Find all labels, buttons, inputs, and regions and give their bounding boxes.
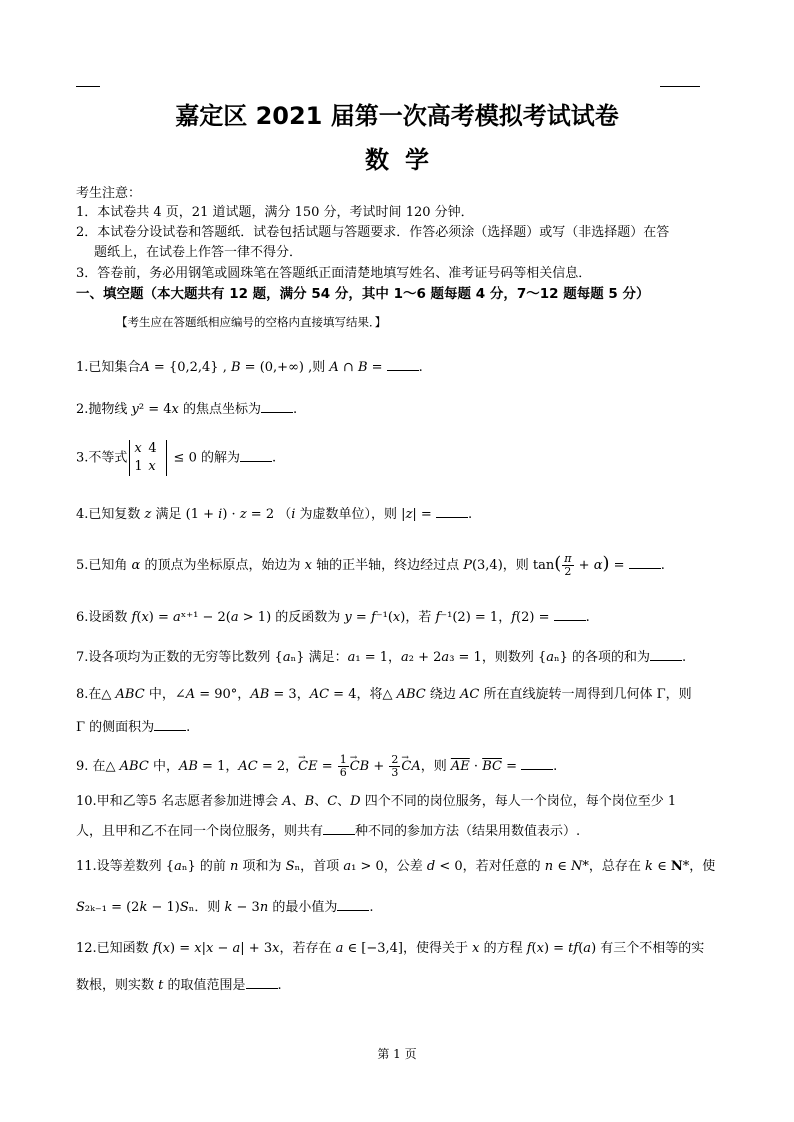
question-11-cont: S₂ₖ₋₁ = (2k − 1)Sₙ．则 k − 3n 的最小值为 . — [76, 900, 374, 915]
answer-blank — [521, 757, 553, 770]
question-1: 1.已知集合A = {0,2,4} , B = (0,+∞) ,则 A ∩ B = . — [76, 360, 423, 375]
notice-item-2-cont: 题纸上，在试卷上作答一律不得分． — [94, 245, 303, 260]
answer-blank — [554, 608, 586, 621]
notice-item-3: 3．答卷前，务必用钢笔或圆珠笔在答题纸正面清楚地填写姓名、准考证号码等相关信息． — [76, 266, 592, 281]
fraction: $\frac{1}{6}$ — [339, 753, 347, 779]
answer-blank — [261, 400, 293, 413]
question-7: 7.设各项均为正数的无穷等比数列 {aₙ} 满足：a₁ = 1，a₂ + 2a₃ = 1，则数列 {aₙ} 的各项的和为 . — [76, 650, 687, 665]
answer-blank — [629, 556, 661, 569]
answer-blank — [650, 648, 682, 661]
question-12: 12.已知函数 f(x) = x|x − a| + 3x，若存在 a ∈ [−3,4]，使得关于 x 的方程 f(x) = tf(a) 有三个不相等的实 — [76, 941, 705, 956]
question-10-cont: 人，且甲和乙不在同一个岗位服务，则共有 种不同的参加方法（结果用数值表示）. — [76, 824, 581, 839]
notice-heading: 考生注意： — [76, 186, 142, 201]
question-10: 10.甲和乙等5 名志愿者参加进博会 A、B、C、D 四个不同的岗位服务，每人一个岗位，每个岗位至少 1 — [76, 794, 677, 809]
header-rule-right — [660, 86, 700, 87]
subject-title: 数 学 — [365, 146, 429, 174]
fraction: $\frac{2}{3}$ — [391, 753, 399, 779]
answer-blank — [387, 358, 419, 371]
question-12-cont: 数根，则实数 t 的取值范围是 . — [76, 978, 282, 993]
header-rule-left — [76, 86, 100, 87]
fraction: $\frac{\pi}{2}$ — [564, 552, 572, 578]
answer-blank — [246, 976, 278, 989]
notice-item-1: 1．本试卷共 4 页，21 道试题，满分 150 分，考试时间 120 分钟． — [76, 205, 474, 220]
question-5: 5.已知角 α 的顶点为坐标原点，始边为 x 轴的正半轴，终边经过点 P(3,4)，则 tan( $\frac{\pi}{2}$ + α) = . — [76, 552, 665, 578]
question-6: 6.设函数 f(x) = aˣ⁺¹ − 2(a > 1) 的反函数为 y = f⁻¹(x)，若 f⁻¹(2) = 1，f(2) = . — [76, 610, 590, 625]
page-number: 第 1 页 — [377, 1047, 417, 1061]
answer-blank — [337, 898, 369, 911]
answer-blank — [240, 449, 272, 462]
question-8: 8.在△ ABC 中，∠A = 90°，AB = 3，AC = 4，将△ ABC 绕边 AC 所在直线旋转一周得到几何体 Γ，则 — [76, 687, 692, 702]
question-9: 9. 在△ ABC 中，AB = 1，AC = 2，→ CE = $\frac{1}{6}$ → CB + $\frac{2}{3}$ → CA，则 $\overline{AE} \cdot \overline{BC}$ = . — [76, 754, 557, 779]
answer-blank — [323, 822, 355, 835]
question-4: 4.已知复数 z 满足 (1 + i) · z = 2 （i 为虚数单位），则 |z| = . — [76, 507, 473, 522]
determinant: x 4 1 x — [129, 440, 167, 476]
question-8-cont: Γ 的侧面积为 . — [76, 720, 191, 735]
notice-item-2: 2．本试卷分设试卷和答题纸．试卷包括试题与答题要求．作答必须涂（选择题）或写（非选择题）在答 — [76, 225, 670, 240]
question-11: 11.设等差数列 {aₙ} 的前 n 项和为 Sₙ，首项 a₁ > 0，公差 d < 0，若对任意的 n ∈ N*，总存在 k ∈ N*，使 — [76, 859, 716, 874]
section-instruction: 【考生应在答题纸相应编号的空格内直接填写结果．】 — [116, 315, 387, 329]
question-3: 3.不等式 x 4 1 x ≤ 0 的解为 . — [76, 441, 277, 474]
section-title: 一、填空题（本大题共有 12 题，满分 54 分，其中 1～6 题每题 4 分，7～12 题每题 5 分） — [76, 286, 650, 302]
answer-blank — [154, 718, 186, 731]
question-2: 2.抛物线 y² = 4x 的焦点坐标为 . — [76, 402, 298, 417]
exam-title: 嘉定区 2021 届第一次高考模拟考试试卷 — [175, 102, 619, 130]
answer-blank — [436, 505, 468, 518]
